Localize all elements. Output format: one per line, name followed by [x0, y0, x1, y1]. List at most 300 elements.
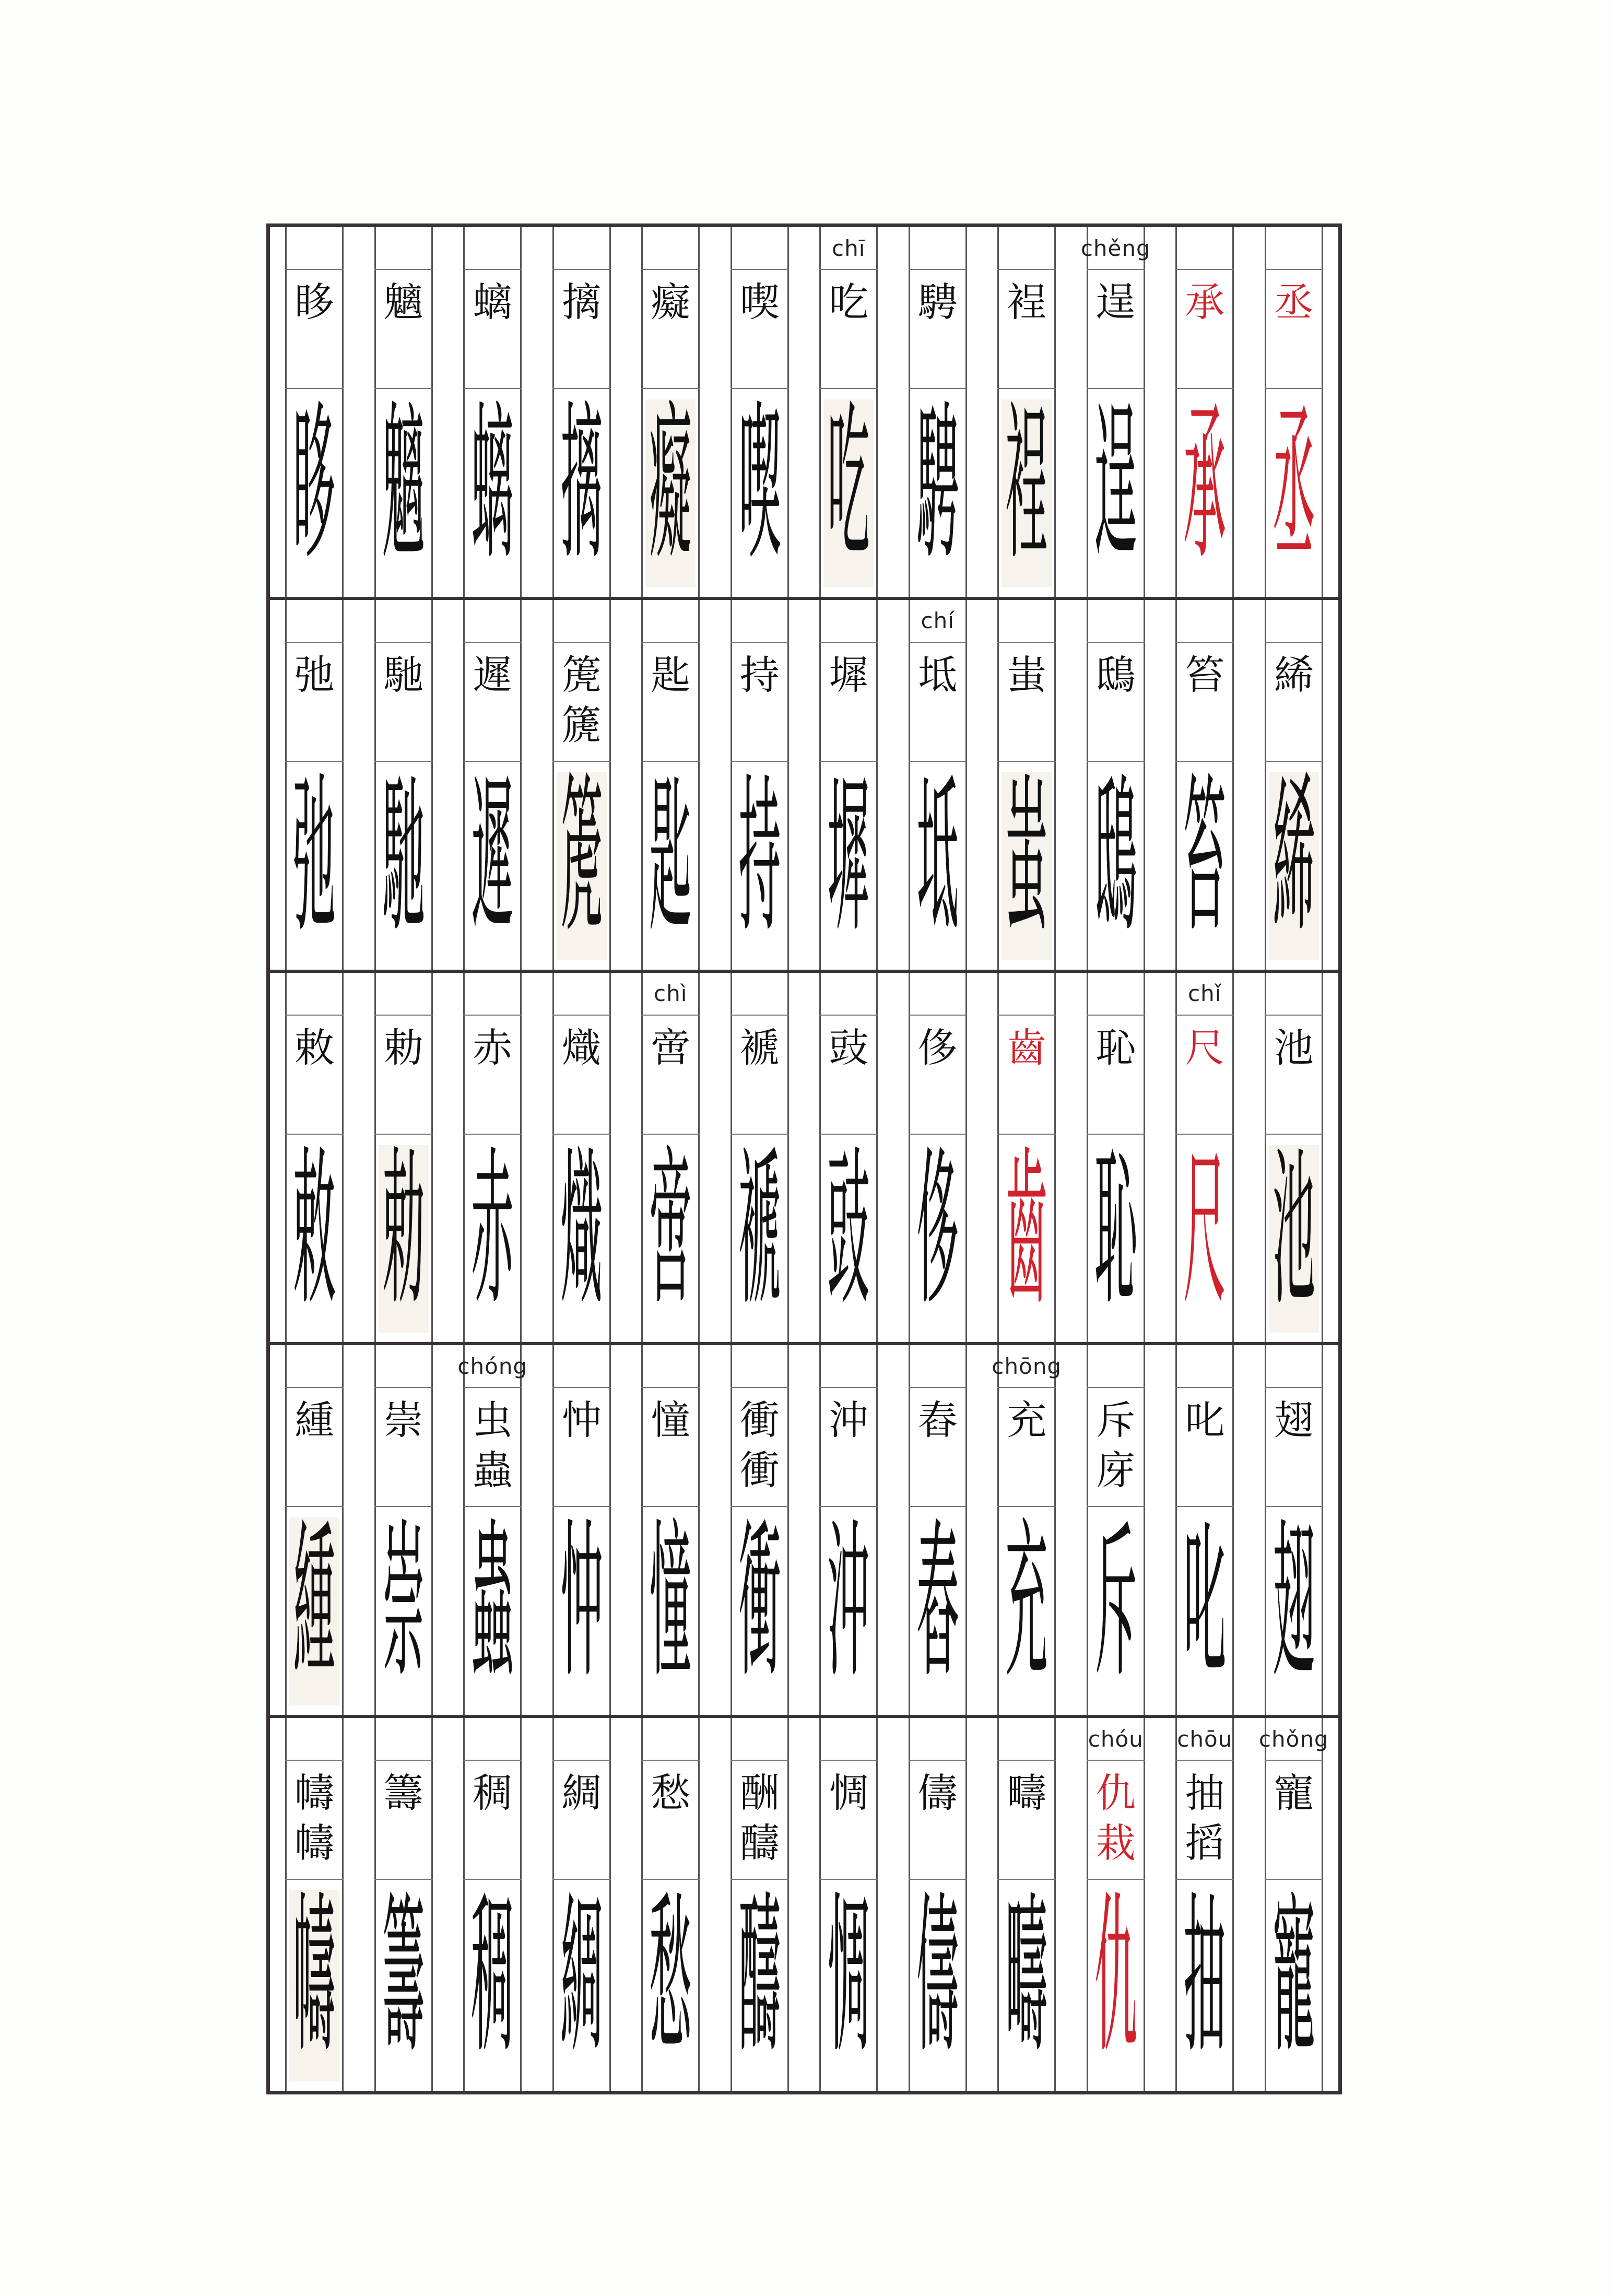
- modern-character: [1087, 1015, 1145, 1135]
- character-column: [819, 227, 878, 597]
- seal-glyph-image: [1002, 1877, 1052, 2081]
- character-column: [374, 1718, 433, 2091]
- seal-glyph-text: 忡: [560, 1504, 603, 1701]
- seal-script-glyph: [467, 386, 517, 587]
- headword-glyph: 齒: [1007, 1024, 1047, 1071]
- headword-glyph: 蚩: [1007, 651, 1047, 698]
- character-column: [997, 600, 1056, 970]
- modern-character: [997, 1387, 1056, 1507]
- seal-glyph-image: [289, 1877, 339, 2081]
- modern-character: [463, 1387, 522, 1507]
- pinyin-label: [552, 973, 611, 1016]
- modern-character: [997, 642, 1056, 762]
- seal-glyph-image: [1180, 386, 1230, 587]
- seal-script-glyph: [823, 1877, 874, 2081]
- seal-script-glyph: [823, 1504, 874, 1705]
- seal-script-glyph: [1269, 1877, 1319, 2081]
- modern-character: [374, 1015, 433, 1135]
- seal-glyph-text: 蚩: [1005, 759, 1048, 955]
- seal-glyph-text: 馳: [382, 759, 425, 955]
- headword-glyph: 綢: [561, 1770, 602, 1817]
- character-column: [374, 1345, 433, 1715]
- seal-glyph-text: 赤: [471, 1132, 514, 1328]
- seal-glyph-text: 疇: [1005, 1877, 1048, 2077]
- seal-glyph-text: 稠: [471, 1877, 514, 2077]
- character-column: [992, 1345, 1062, 1715]
- pinyin-label: [1087, 600, 1145, 643]
- pinyin-label: chí: [909, 600, 967, 643]
- seal-script-glyph: [467, 1132, 517, 1333]
- seal-glyph-image: [1002, 1504, 1052, 1705]
- headword-glyph: 翅: [1274, 1397, 1314, 1444]
- seal-script-glyph: [1180, 1877, 1230, 2081]
- seal-script-glyph: [289, 1132, 339, 1333]
- seal-glyph-image: [645, 1877, 696, 2081]
- headword-glyph: 栽: [1095, 1820, 1136, 1867]
- character-column: [997, 1718, 1056, 2091]
- seal-glyph-text: 崇: [382, 1504, 425, 1701]
- seal-script-glyph: [823, 759, 874, 960]
- modern-character: [374, 642, 433, 762]
- seal-glyph-image: [557, 386, 607, 587]
- seal-glyph-text: 惆: [827, 1877, 870, 2077]
- headword-glyph: 衝: [739, 1397, 780, 1444]
- seal-script-glyph: [1269, 1504, 1319, 1705]
- character-column: [819, 973, 878, 1343]
- seal-script-glyph: [557, 1132, 607, 1333]
- table-row: [270, 600, 1338, 973]
- seal-script-glyph: [913, 386, 963, 587]
- seal-glyph-text: 衝: [738, 1504, 781, 1701]
- pinyin-label: [374, 1345, 433, 1388]
- pinyin-label: chì: [641, 973, 700, 1016]
- seal-glyph-text: 敕: [293, 1132, 336, 1328]
- headword-glyph: 摛: [561, 279, 602, 325]
- seal-glyph-image: [913, 759, 963, 960]
- modern-character: [641, 269, 700, 389]
- headword-glyph: 騁: [917, 279, 958, 325]
- pinyin-label: [909, 1718, 967, 1761]
- modern-character: [1265, 1760, 1323, 1880]
- headword-glyph: 承: [1185, 279, 1225, 325]
- seal-script-glyph: [735, 1877, 785, 2081]
- pinyin-label: [1265, 600, 1323, 643]
- character-column: [641, 1345, 700, 1715]
- modern-character: [731, 269, 789, 389]
- headword-glyph: 疇: [1007, 1770, 1047, 1817]
- seal-glyph-image: [1269, 386, 1319, 587]
- modern-character: [552, 1015, 611, 1135]
- pinyin-label: chěng: [1087, 227, 1145, 270]
- seal-script-glyph: [913, 759, 963, 960]
- pinyin-label: [1175, 1345, 1234, 1388]
- headword-glyph: 馳: [383, 651, 423, 698]
- modern-character: [909, 269, 967, 389]
- pinyin-label: chī: [819, 227, 878, 270]
- seal-glyph-text: 侈: [916, 1132, 959, 1328]
- seal-script-glyph: [557, 1504, 607, 1705]
- headword-glyph: 搯: [1185, 1820, 1225, 1867]
- headword-glyph: 蟲: [473, 1447, 513, 1494]
- seal-script-glyph: [379, 1504, 429, 1705]
- pinyin-label: [463, 973, 522, 1016]
- seal-glyph-image: [1180, 1877, 1230, 2081]
- modern-character: [463, 642, 522, 762]
- character-column: [909, 1718, 967, 2091]
- pinyin-label: [552, 1718, 611, 1761]
- modern-character: [819, 642, 878, 762]
- seal-glyph-text: 充: [1005, 1504, 1048, 1701]
- seal-glyph-text: 仇: [1094, 1877, 1137, 2077]
- seal-glyph-image: [823, 759, 874, 960]
- seal-script-glyph: [467, 759, 517, 960]
- seal-glyph-text: 坻: [916, 759, 959, 955]
- headword-glyph: 酬: [739, 1770, 780, 1817]
- seal-glyph-image: [467, 386, 517, 587]
- seal-script-glyph: [1002, 1504, 1052, 1705]
- character-column: [1175, 600, 1234, 970]
- seal-glyph-text: 承: [1183, 386, 1226, 583]
- character-column: [641, 227, 700, 597]
- seal-glyph-text: 眵: [293, 386, 336, 583]
- headword-glyph: 稠: [473, 1770, 513, 1817]
- seal-glyph-text: 吃: [827, 386, 870, 583]
- seal-script-glyph: [1091, 386, 1141, 587]
- character-column: [1087, 1718, 1145, 2091]
- pinyin-label: [552, 600, 611, 643]
- modern-character: [731, 1015, 789, 1135]
- seal-glyph-image: [379, 1877, 429, 2081]
- pinyin-label: [1175, 227, 1234, 270]
- seal-script-glyph: [289, 759, 339, 960]
- character-column: [285, 227, 344, 597]
- seal-glyph-text: 籌: [382, 1877, 425, 2077]
- character-column: [552, 1718, 611, 2091]
- headword-glyph: 絺: [1274, 651, 1314, 698]
- seal-script-glyph: [1002, 1877, 1052, 2081]
- character-column: [1265, 600, 1323, 970]
- seal-glyph-text: 喫: [738, 386, 781, 583]
- pinyin-label: [1087, 973, 1145, 1016]
- seal-script-glyph: [1091, 759, 1141, 960]
- seal-glyph-image: [645, 1504, 696, 1705]
- modern-character: [285, 1760, 344, 1880]
- seal-script-glyph: [1180, 759, 1230, 960]
- table-row: [270, 1345, 1338, 1718]
- pinyin-label: chóng: [463, 1345, 522, 1388]
- seal-glyph-text: 抽: [1183, 1877, 1226, 2077]
- pinyin-label: [909, 227, 967, 270]
- modern-character: [552, 269, 611, 389]
- seal-script-glyph: [645, 1132, 696, 1333]
- seal-glyph-text: 沖: [827, 1504, 870, 1701]
- seal-glyph-image: [289, 386, 339, 587]
- table-row: [270, 973, 1338, 1346]
- seal-glyph-text: 摛: [560, 386, 603, 583]
- seal-glyph-text: 啻: [649, 1132, 692, 1328]
- modern-character: [997, 1760, 1056, 1880]
- seal-glyph-text: 蟲: [471, 1504, 515, 1701]
- character-column: [457, 1345, 528, 1715]
- character-column: [1175, 227, 1234, 597]
- seal-glyph-image: [735, 1877, 785, 2081]
- seal-script-glyph: [1002, 759, 1052, 960]
- character-column: [1265, 227, 1323, 597]
- seal-script-glyph: [735, 1132, 785, 1333]
- modern-character: [641, 642, 700, 762]
- seal-glyph-image: [735, 1504, 785, 1705]
- headword-glyph: 逞: [1095, 279, 1136, 325]
- seal-glyph-text: 寵: [1273, 1877, 1315, 2077]
- character-table: [266, 223, 1342, 2094]
- seal-script-glyph: [645, 1504, 696, 1705]
- pinyin-label: [463, 600, 522, 643]
- character-column: [731, 227, 789, 597]
- headword-glyph: 豉: [829, 1024, 869, 1071]
- seal-script-glyph: [913, 1504, 963, 1705]
- seal-glyph-image: [379, 1132, 429, 1333]
- modern-character: [374, 1760, 433, 1880]
- pinyin-label: [997, 973, 1056, 1016]
- seal-script-glyph: [557, 1877, 607, 2081]
- modern-character: [1265, 269, 1323, 389]
- headword-glyph: 恥: [1095, 1024, 1136, 1071]
- headword-glyph: 坻: [917, 651, 958, 698]
- pinyin-label: [285, 973, 344, 1016]
- seal-glyph-text: 螭: [471, 386, 514, 583]
- pinyin-label: [731, 973, 789, 1016]
- headword-glyph: 篪: [561, 701, 602, 748]
- seal-glyph-image: [913, 386, 963, 587]
- seal-glyph-image: [645, 1132, 696, 1333]
- headword-glyph: 庌: [1095, 1447, 1136, 1494]
- pinyin-label: [641, 1718, 700, 1761]
- headword-glyph: 池: [1274, 1024, 1314, 1071]
- modern-character: [909, 642, 967, 762]
- headword-glyph: 笞: [1185, 651, 1225, 698]
- seal-glyph-text: 翅: [1273, 1504, 1315, 1701]
- character-column: [1265, 1345, 1323, 1715]
- modern-character: [1265, 1387, 1323, 1507]
- modern-character: [1087, 1760, 1145, 1880]
- seal-script-glyph: [913, 1132, 963, 1333]
- pinyin-label: [819, 1718, 878, 1761]
- seal-script-glyph: [557, 386, 607, 587]
- seal-glyph-image: [1269, 1877, 1319, 2081]
- seal-script-glyph: [289, 386, 339, 587]
- table-row: [270, 1718, 1338, 2091]
- modern-character: [909, 1015, 967, 1135]
- headword-glyph: 叱: [1185, 1397, 1225, 1444]
- seal-script-glyph: [645, 1877, 696, 2081]
- seal-glyph-text: 綢: [560, 1877, 603, 2077]
- pinyin-label: [1265, 227, 1323, 270]
- headword-glyph: 持: [739, 651, 780, 698]
- seal-script-glyph: [823, 1132, 874, 1333]
- modern-character: [374, 1387, 433, 1507]
- modern-character: [997, 269, 1056, 389]
- seal-glyph-image: [913, 1504, 963, 1705]
- seal-script-glyph: [1091, 1504, 1141, 1705]
- modern-character: [1087, 642, 1145, 762]
- pinyin-label: chǐ: [1175, 973, 1234, 1016]
- seal-glyph-text: 幬: [293, 1877, 336, 2077]
- seal-glyph-image: [913, 1132, 963, 1333]
- seal-glyph-text: 醻: [738, 1877, 781, 2077]
- character-column: [552, 227, 611, 597]
- modern-character: [641, 1760, 700, 1880]
- modern-character: [1175, 642, 1234, 762]
- seal-glyph-image: [1091, 1504, 1141, 1705]
- seal-script-glyph: [735, 386, 785, 587]
- seal-glyph-text: 箎: [560, 759, 603, 955]
- headword-glyph: 愁: [651, 1770, 691, 1817]
- headword-glyph: 吃: [829, 279, 869, 325]
- seal-glyph-text: 絺: [1273, 759, 1315, 955]
- pinyin-label: [909, 1345, 967, 1388]
- modern-character: [463, 1015, 522, 1135]
- character-column: [285, 600, 344, 970]
- seal-glyph-image: [1269, 1132, 1319, 1333]
- seal-glyph-image: [913, 1877, 963, 2081]
- pinyin-label: [463, 227, 522, 270]
- pinyin-label: [374, 227, 433, 270]
- modern-character: [1175, 269, 1234, 389]
- headword-glyph: 裎: [1007, 279, 1047, 325]
- seal-script-glyph: [467, 1877, 517, 2081]
- pinyin-label: [374, 600, 433, 643]
- seal-glyph-image: [379, 759, 429, 960]
- modern-character: [463, 269, 522, 389]
- pinyin-label: [374, 973, 433, 1016]
- seal-script-glyph: [467, 1504, 517, 1705]
- modern-character: [909, 1387, 967, 1507]
- headword-glyph: 熾: [561, 1024, 602, 1071]
- headword-glyph: 惆: [829, 1770, 869, 1817]
- seal-glyph-image: [1269, 759, 1319, 960]
- seal-script-glyph: [557, 759, 607, 960]
- modern-character: [285, 1387, 344, 1507]
- seal-glyph-text: 儔: [916, 1877, 959, 2077]
- seal-glyph-text: 齒: [1005, 1132, 1048, 1328]
- seal-script-glyph: [1180, 1132, 1230, 1333]
- seal-glyph-image: [735, 386, 785, 587]
- pinyin-label: chōng: [997, 1345, 1056, 1388]
- character-column: [909, 973, 967, 1343]
- pinyin-label: [552, 1345, 611, 1388]
- pinyin-label: [1175, 600, 1234, 643]
- headword-glyph: 喫: [739, 279, 780, 325]
- seal-glyph-image: [735, 1132, 785, 1333]
- pinyin-label: [463, 1718, 522, 1761]
- seal-glyph-text: 墀: [827, 759, 870, 955]
- seal-glyph-image: [289, 1504, 339, 1705]
- pinyin-label: [731, 1718, 789, 1761]
- modern-character: [1087, 269, 1145, 389]
- headword-glyph: 丞: [1274, 279, 1314, 325]
- seal-script-glyph: [735, 759, 785, 960]
- seal-script-glyph: [289, 1877, 339, 2081]
- headword-glyph: 侈: [917, 1024, 958, 1071]
- headword-glyph: 沖: [829, 1397, 869, 1444]
- headword-glyph: 敕: [294, 1024, 335, 1071]
- modern-character: [641, 1387, 700, 1507]
- character-column: [1087, 973, 1145, 1343]
- seal-glyph-image: [645, 386, 696, 587]
- pinyin-label: [1087, 1345, 1145, 1388]
- seal-script-glyph: [645, 759, 696, 960]
- character-column: [552, 973, 611, 1343]
- seal-glyph-text: 勅: [382, 1132, 425, 1328]
- pinyin-label: [285, 1718, 344, 1761]
- headword-glyph: 衝: [739, 1447, 780, 1494]
- character-column: [909, 600, 967, 970]
- modern-character: [731, 1760, 789, 1880]
- headword-glyph: 鴟: [1095, 651, 1136, 698]
- seal-script-glyph: [379, 1877, 429, 2081]
- pinyin-label: [731, 1345, 789, 1388]
- pinyin-label: [819, 973, 878, 1016]
- seal-glyph-text: 緟: [293, 1504, 336, 1701]
- headword-glyph: 墀: [829, 651, 869, 698]
- character-column: [731, 1718, 789, 2091]
- character-column: [1080, 227, 1151, 597]
- headword-glyph: 赤: [473, 1024, 513, 1071]
- seal-script-glyph: [735, 1504, 785, 1705]
- pinyin-label: chóu: [1087, 1718, 1145, 1761]
- character-column: [819, 1345, 878, 1715]
- headword-glyph: 眵: [294, 279, 335, 325]
- headword-glyph: 虫: [473, 1397, 513, 1444]
- headword-glyph: 忡: [561, 1397, 602, 1444]
- modern-character: [285, 642, 344, 762]
- pinyin-label: [997, 227, 1056, 270]
- seal-glyph-text: 尺: [1183, 1132, 1226, 1328]
- headword-glyph: 癡: [651, 279, 691, 325]
- seal-glyph-image: [823, 1877, 874, 2081]
- pinyin-label: chǒng: [1265, 1718, 1323, 1761]
- pinyin-label: [997, 1718, 1056, 1761]
- seal-glyph-image: [1091, 1877, 1141, 2081]
- seal-script-glyph: [645, 386, 696, 587]
- character-column: [285, 973, 344, 1343]
- seal-glyph-image: [823, 1132, 874, 1333]
- headword-glyph: 儔: [917, 1770, 958, 1817]
- pinyin-label: [285, 227, 344, 270]
- seal-glyph-image: [557, 759, 607, 960]
- headword-glyph: 螭: [473, 279, 513, 325]
- character-column: [463, 600, 522, 970]
- seal-glyph-image: [467, 1504, 517, 1705]
- character-column: [997, 973, 1056, 1343]
- headword-glyph: 尺: [1185, 1024, 1225, 1071]
- seal-glyph-image: [289, 1132, 339, 1333]
- pinyin-label: [285, 1345, 344, 1388]
- seal-script-glyph: [1180, 1504, 1230, 1705]
- character-column: [1175, 973, 1234, 1343]
- seal-glyph-image: [823, 386, 874, 587]
- seal-glyph-text: 逞: [1094, 386, 1137, 583]
- seal-script-glyph: [1002, 1132, 1052, 1333]
- seal-script-glyph: [1180, 386, 1230, 587]
- seal-glyph-image: [645, 759, 696, 960]
- pinyin-label: [285, 600, 344, 643]
- seal-glyph-image: [557, 1132, 607, 1333]
- character-column: [285, 1345, 344, 1715]
- character-column: [731, 1345, 789, 1715]
- pinyin-label: [819, 1345, 878, 1388]
- seal-glyph-image: [379, 386, 429, 587]
